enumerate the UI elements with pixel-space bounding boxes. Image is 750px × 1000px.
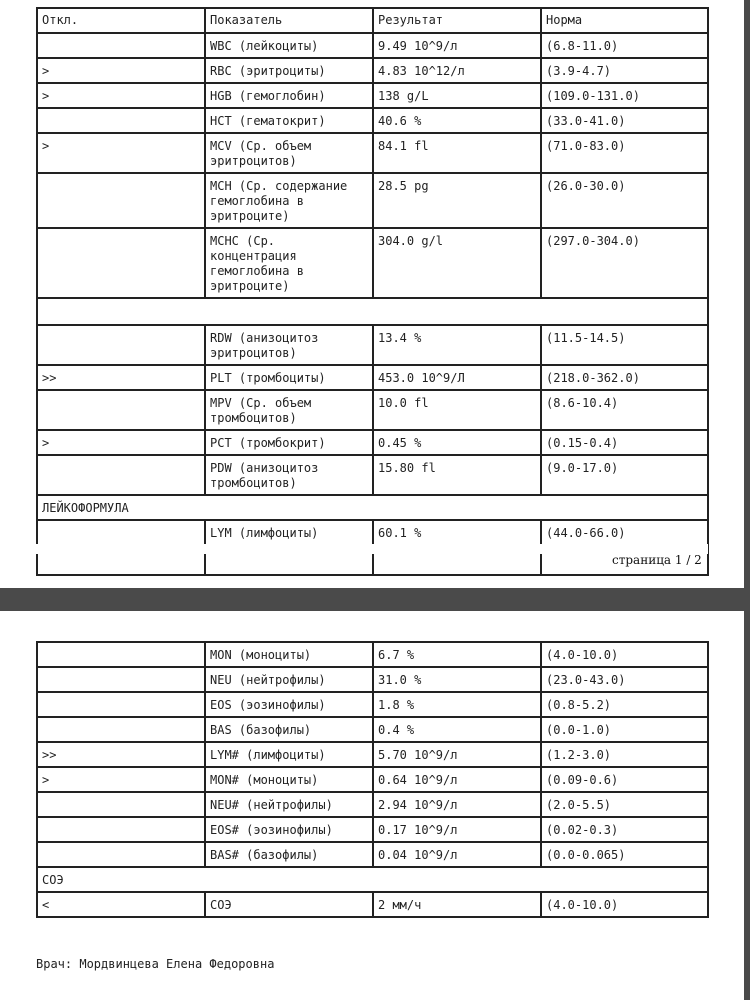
table-row <box>37 742 708 767</box>
deviation-cell <box>37 717 205 742</box>
deviation-cell <box>37 692 205 717</box>
doctor-signature-line: Врач: Мордвинцева Елена Федоровна <box>36 957 275 971</box>
norm-cell: (3.9-4.7) <box>541 58 708 83</box>
norm-cell: (0.0-0.065) <box>541 842 708 867</box>
norm-cell: (44.0-66.0) <box>541 520 708 545</box>
parameter-cell: BAS (базофилы) <box>205 717 373 742</box>
result-cell: 40.6 % <box>373 108 541 133</box>
norm-cell: (9.0-17.0) <box>541 455 708 495</box>
deviation-cell <box>37 325 205 365</box>
parameter-cell: MCHC (Ср. концентрация гемоглобина в эритроците) <box>205 228 373 298</box>
deviation-cell <box>37 842 205 867</box>
lab-results-table-page-1 <box>36 7 709 576</box>
table-row <box>37 173 708 228</box>
header-deviation: Откл. <box>37 8 205 33</box>
norm-cell: (0.02-0.3) <box>541 817 708 842</box>
norm-cell: (0.0-1.0) <box>541 717 708 742</box>
deviation-cell: > <box>37 430 205 455</box>
parameter-cell: СОЭ <box>205 892 373 917</box>
result-cell: 6.7 % <box>373 642 541 667</box>
header-result: Результат <box>373 8 541 33</box>
deviation-cell <box>37 228 205 298</box>
result-cell: 453.0 10^9/Л <box>373 365 541 390</box>
section-row <box>37 495 708 520</box>
norm-cell: (2.0-5.5) <box>541 792 708 817</box>
deviation-cell <box>37 520 205 545</box>
result-cell: 10.0 fl <box>373 390 541 430</box>
norm-cell: (8.6-10.4) <box>541 390 708 430</box>
table-row <box>37 325 708 365</box>
result-cell: 2 мм/ч <box>373 892 541 917</box>
table-header-row <box>37 8 708 33</box>
section-title: ЛЕЙКОФОРМУЛА <box>37 495 708 520</box>
table-row <box>37 767 708 792</box>
deviation-cell <box>37 455 205 495</box>
result-cell: 9.49 10^9/л <box>373 33 541 58</box>
header-norm: Норма <box>541 8 708 33</box>
deviation-cell <box>37 642 205 667</box>
result-cell: 4.83 10^12/л <box>373 58 541 83</box>
result-cell: 60.1 % <box>373 520 541 545</box>
norm-cell: (23.0-43.0) <box>541 667 708 692</box>
norm-cell: (0.15-0.4) <box>541 430 708 455</box>
norm-cell: (4.0-10.0) <box>541 892 708 917</box>
table-row <box>37 520 708 545</box>
table-row <box>37 33 708 58</box>
result-cell: 0.04 10^9/л <box>373 842 541 867</box>
parameter-cell: BAS# (базофилы) <box>205 842 373 867</box>
norm-cell: (4.0-10.0) <box>541 642 708 667</box>
parameter-cell: HCT (гематокрит) <box>205 108 373 133</box>
norm-cell: (218.0-362.0) <box>541 365 708 390</box>
parameter-cell: HGB (гемоглобин) <box>205 83 373 108</box>
parameter-cell: MON# (моноциты) <box>205 767 373 792</box>
parameter-cell: PLT (тромбоциты) <box>205 365 373 390</box>
deviation-cell <box>37 667 205 692</box>
norm-cell: (1.2-3.0) <box>541 742 708 767</box>
parameter-cell: RDW (анизоцитоз эритроцитов) <box>205 325 373 365</box>
table-row <box>37 692 708 717</box>
result-cell: 1.8 % <box>373 692 541 717</box>
section-row <box>37 867 708 892</box>
deviation-cell: >> <box>37 365 205 390</box>
table-row <box>37 390 708 430</box>
table-row <box>37 817 708 842</box>
norm-cell: (26.0-30.0) <box>541 173 708 228</box>
norm-cell: (71.0-83.0) <box>541 133 708 173</box>
blank-row <box>37 298 708 325</box>
result-cell: 2.94 10^9/л <box>373 792 541 817</box>
table-row <box>37 430 708 455</box>
parameter-cell: LYM (лимфоциты) <box>205 520 373 545</box>
result-cell: 0.45 % <box>373 430 541 455</box>
table-row <box>37 108 708 133</box>
deviation-cell <box>37 33 205 58</box>
parameter-cell: PDW (анизоцитоз тромбоцитов) <box>205 455 373 495</box>
table-row <box>37 717 708 742</box>
deviation-cell: < <box>37 892 205 917</box>
result-cell: 84.1 fl <box>373 133 541 173</box>
table-row <box>37 842 708 867</box>
header-parameter: Показатель <box>205 8 373 33</box>
table-row <box>37 133 708 173</box>
norm-cell: (6.8-11.0) <box>541 33 708 58</box>
norm-cell: (33.0-41.0) <box>541 108 708 133</box>
result-cell: 31.0 % <box>373 667 541 692</box>
parameter-cell: MON (моноциты) <box>205 642 373 667</box>
parameter-cell: NEU# (нейтрофилы) <box>205 792 373 817</box>
deviation-cell <box>37 173 205 228</box>
parameter-cell: MCV (Ср. объем эритроцитов) <box>205 133 373 173</box>
result-cell: 138 g/L <box>373 83 541 108</box>
parameter-cell: EOS (эозинофилы) <box>205 692 373 717</box>
page-break-cut <box>36 544 708 554</box>
deviation-cell: > <box>37 767 205 792</box>
table-row <box>37 455 708 495</box>
parameter-cell: MPV (Ср. объем тромбоцитов) <box>205 390 373 430</box>
table-row <box>37 58 708 83</box>
deviation-cell: >> <box>37 742 205 767</box>
norm-cell: (0.8-5.2) <box>541 692 708 717</box>
table-row <box>37 892 708 917</box>
parameter-cell: RBC (эритроциты) <box>205 58 373 83</box>
deviation-cell: > <box>37 58 205 83</box>
result-cell: 28.5 pg <box>373 173 541 228</box>
table-row <box>37 228 708 298</box>
parameter-cell: PCT (тромбокрит) <box>205 430 373 455</box>
blank-cell <box>37 298 708 325</box>
norm-cell: (0.09-0.6) <box>541 767 708 792</box>
result-cell: 0.64 10^9/л <box>373 767 541 792</box>
parameter-cell: EOS# (эозинофилы) <box>205 817 373 842</box>
parameter-cell: LYM# (лимфоциты) <box>205 742 373 767</box>
norm-cell: (109.0-131.0) <box>541 83 708 108</box>
result-cell: 0.4 % <box>373 717 541 742</box>
page-number: страница 1 / 2 <box>612 553 702 567</box>
result-cell: 304.0 g/l <box>373 228 541 298</box>
parameter-cell: WBC (лейкоциты) <box>205 33 373 58</box>
table-row <box>37 365 708 390</box>
table-row <box>37 667 708 692</box>
parameter-cell: MCH (Ср. содержание гемоглобина в эритроците) <box>205 173 373 228</box>
section-title: СОЭ <box>37 867 708 892</box>
norm-cell: (297.0-304.0) <box>541 228 708 298</box>
norm-cell: (11.5-14.5) <box>541 325 708 365</box>
deviation-cell <box>37 390 205 430</box>
deviation-cell <box>37 817 205 842</box>
deviation-cell: > <box>37 133 205 173</box>
parameter-cell: NEU (нейтрофилы) <box>205 667 373 692</box>
table-row <box>37 642 708 667</box>
deviation-cell <box>37 108 205 133</box>
result-cell: 5.70 10^9/л <box>373 742 541 767</box>
result-cell: 13.4 % <box>373 325 541 365</box>
result-cell: 0.17 10^9/л <box>373 817 541 842</box>
table-row <box>37 83 708 108</box>
lab-results-table-page-2 <box>36 641 709 918</box>
deviation-cell <box>37 792 205 817</box>
result-cell: 15.80 fl <box>373 455 541 495</box>
table-row <box>37 792 708 817</box>
deviation-cell: > <box>37 83 205 108</box>
